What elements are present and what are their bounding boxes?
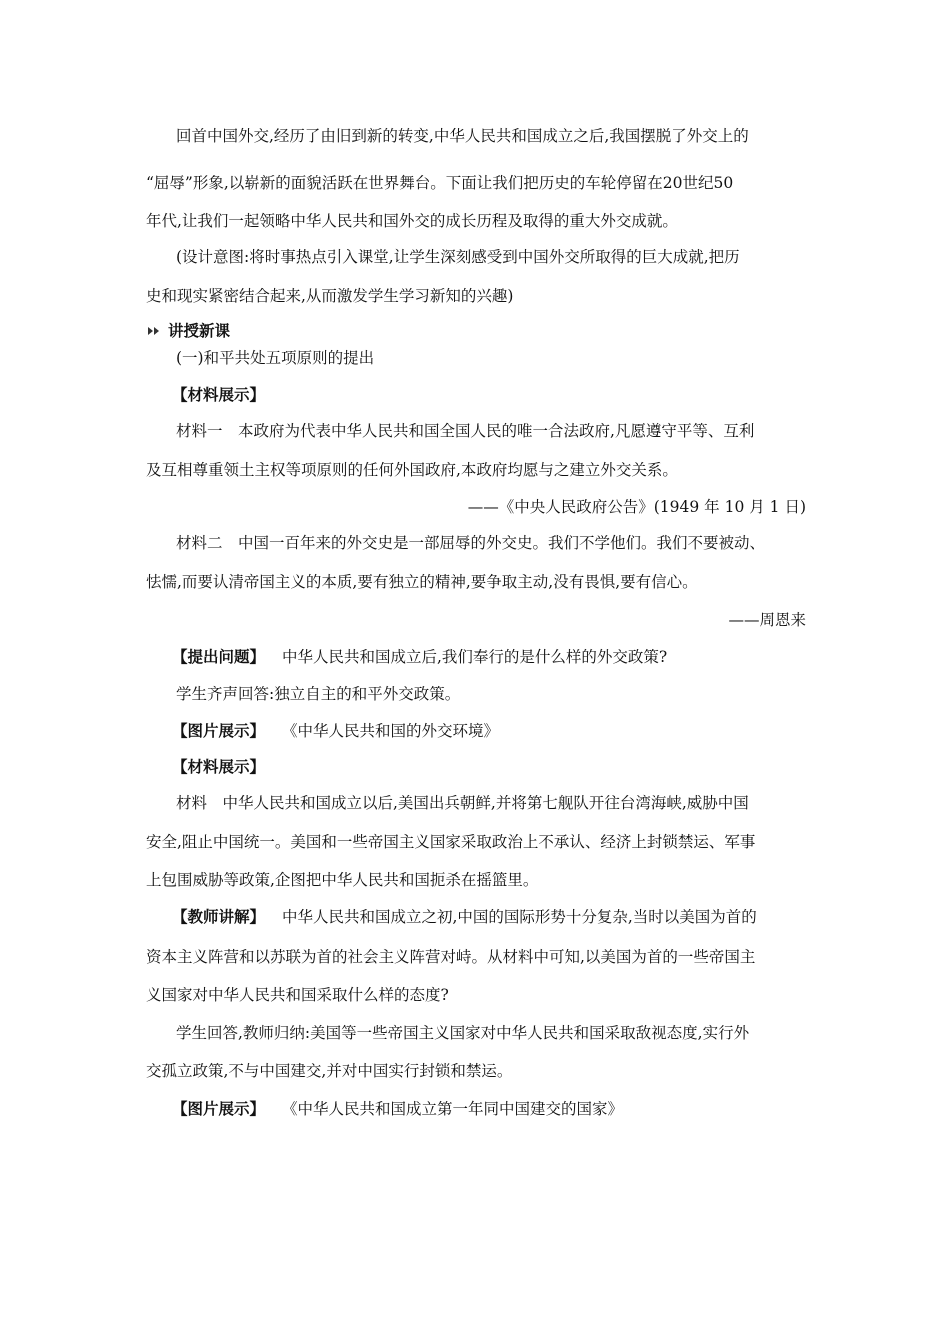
material-one-line: 材料一 本政府为代表中华人民共和国全国人民的唯一合法政府,凡愿遵守平等、互利 bbox=[176, 422, 755, 440]
material-one-line: 及互相尊重领土主权等项原则的任何外国政府,本政府均愿与之建立外交关系。 bbox=[146, 461, 678, 479]
teacher-row bbox=[172, 906, 757, 928]
summary-line: 交孤立政策,不与中国建交,并对中国实行封锁和禁运。 bbox=[146, 1062, 513, 1080]
student-answer: 学生齐声回答:独立自主的和平外交政策。 bbox=[176, 685, 461, 703]
material-two-line: 材料二 中国一百年来的外交史是一部屈辱的外交史。我们不学他们。我们不要被动、 bbox=[176, 534, 766, 552]
summary-line: 学生回答,教师归纳:美国等一些帝国主义国家对中华人民共和国采取敌视态度,实行外 bbox=[176, 1024, 750, 1042]
picture-show-row bbox=[172, 1098, 623, 1120]
material-line: 材料 中华人民共和国成立以后,美国出兵朝鲜,并将第七舰队开往台湾海峡,威胁中国 bbox=[176, 794, 749, 812]
double-arrow-icon bbox=[148, 326, 162, 336]
picture-show-tag: 【图片展示】 bbox=[172, 722, 266, 740]
picture-show-row bbox=[172, 720, 499, 742]
intro-line: “屈辱”形象,以崭新的面貌活跃在世界舞台。下面让我们把历史的车轮停留在20世纪50 bbox=[146, 174, 734, 192]
intro-line: 回首中国外交,经历了由旧到新的转变,中华人民共和国成立之后,我国摆脱了外交上的 bbox=[176, 127, 749, 145]
picture-show-tag: 【图片展示】 bbox=[172, 1100, 266, 1118]
question-row bbox=[172, 646, 667, 668]
section-heading-text: 讲授新课 bbox=[168, 322, 231, 340]
material-one-source: ——《中央人民政府公告》(1949 年 10 月 1 日) bbox=[467, 498, 806, 516]
picture-title: 《中华人民共和国的外交环境》 bbox=[281, 722, 499, 740]
material-show-tag: 【材料展示】 bbox=[172, 758, 266, 776]
question-tag: 【提出问题】 bbox=[172, 648, 266, 666]
material-two-line: 怯懦,而要认清帝国主义的本质,要有独立的精神,要争取主动,没有畏惧,要有信心。 bbox=[146, 573, 698, 591]
picture-title: 《中华人民共和国成立第一年同中国建交的国家》 bbox=[281, 1100, 623, 1118]
teacher-tag: 【教师讲解】 bbox=[172, 908, 266, 926]
material-line: 上包围威胁等政策,企图把中华人民共和国扼杀在摇篮里。 bbox=[146, 871, 539, 889]
teacher-line: 资本主义阵营和以苏联为首的社会主义阵营对峙。从材料中可知,以美国为首的一些帝国主 bbox=[146, 948, 756, 966]
material-show-tag: 【材料展示】 bbox=[172, 386, 266, 404]
section-heading bbox=[148, 320, 230, 342]
subheading: (一)和平共处五项原则的提出 bbox=[176, 349, 375, 367]
design-intent-line: (设计意图:将时事热点引入课堂,让学生深刻感受到中国外交所取得的巨大成就,把历 bbox=[176, 248, 740, 266]
teacher-line: 义国家对中华人民共和国采取什么样的态度? bbox=[146, 986, 449, 1004]
question-text: 中华人民共和国成立后,我们奉行的是什么样的外交政策? bbox=[281, 648, 668, 666]
teacher-text: 中华人民共和国成立之初,中国的国际形势十分复杂,当时以美国为首的 bbox=[281, 908, 757, 926]
material-two-source: ——周恩来 bbox=[728, 611, 806, 629]
material-line: 安全,阻止中国统一。美国和一些帝国主义国家采取政治上不承认、经济上封锁禁运、军事 bbox=[146, 833, 756, 851]
design-intent-line: 史和现实紧密结合起来,从而激发学生学习新知的兴趣) bbox=[146, 287, 514, 305]
intro-line: 年代,让我们一起领略中华人民共和国外交的成长历程及取得的重大外交成就。 bbox=[146, 212, 678, 230]
